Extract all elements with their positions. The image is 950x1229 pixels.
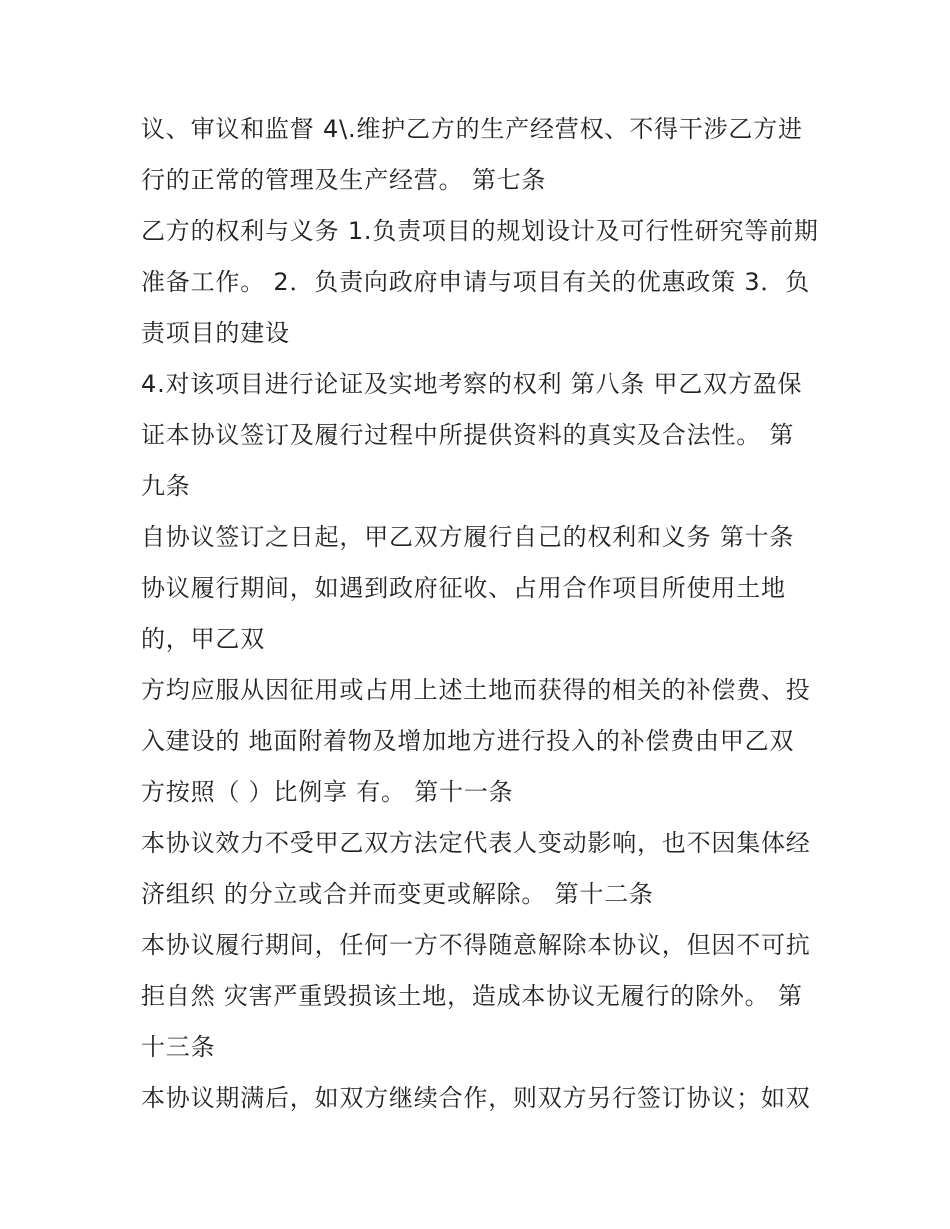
text-line: 本协议效力不受甲乙双方法定代表人变动影响，也不因集体经 [141,829,811,857]
text-line: 行的正常的管理及生产经营。 第七条 [141,166,547,194]
text-line: 责项目的建设 [141,319,290,347]
text-line: 十三条 [141,1033,216,1061]
text-line: 乙方的权利与义务 1.负责项目的规划设计及可行性研究等前期 [141,217,819,245]
text-line: 九条 [141,472,191,500]
text-line: 证本协议签订及履行过程中所提供资料的真实及合法性。 第 [141,421,795,449]
text-line: 本协议期满后，如双方继续合作，则双方另行签订协议；如双 [141,1084,811,1112]
text-line: 议、审议和监督 4\.维护乙方的生产经营权、不得干涉乙方进 [141,115,803,143]
text-line: 入建设的 地面附着物及增加地方进行投入的补偿费由甲乙双 [141,727,795,755]
text-line: 济组织 的分立或合并而变更或解除。 第十二条 [141,880,654,908]
text-line: 准备工作。 2．负责向政府申请与项目有关的优惠政策 3．负 [141,268,810,296]
document-body [141,104,831,1124]
text-line: 方按照（ ）比例享 有。 第十一条 [141,778,514,806]
text-line: 本协议履行期间，任何一方不得随意解除本协议，但因不可抗 [141,931,811,959]
text-line: 协议履行期间，如遇到政府征收、占用合作项目所使用土地 [141,574,786,602]
text-line: 拒自然 灾害严重毁损该土地，造成本协议无履行的除外。 第 [141,982,803,1010]
text-line: 4.对该项目进行论证及实地考察的权利 第八条 甲乙双方盈保 [141,370,803,398]
text-line: 方均应服从因征用或占用上述土地而获得的相关的补偿费、投 [141,676,811,704]
text-line: 的，甲乙双 [141,625,265,653]
text-line: 自协议签订之日起，甲乙双方履行自己的权利和义务 第十条 [141,523,795,551]
